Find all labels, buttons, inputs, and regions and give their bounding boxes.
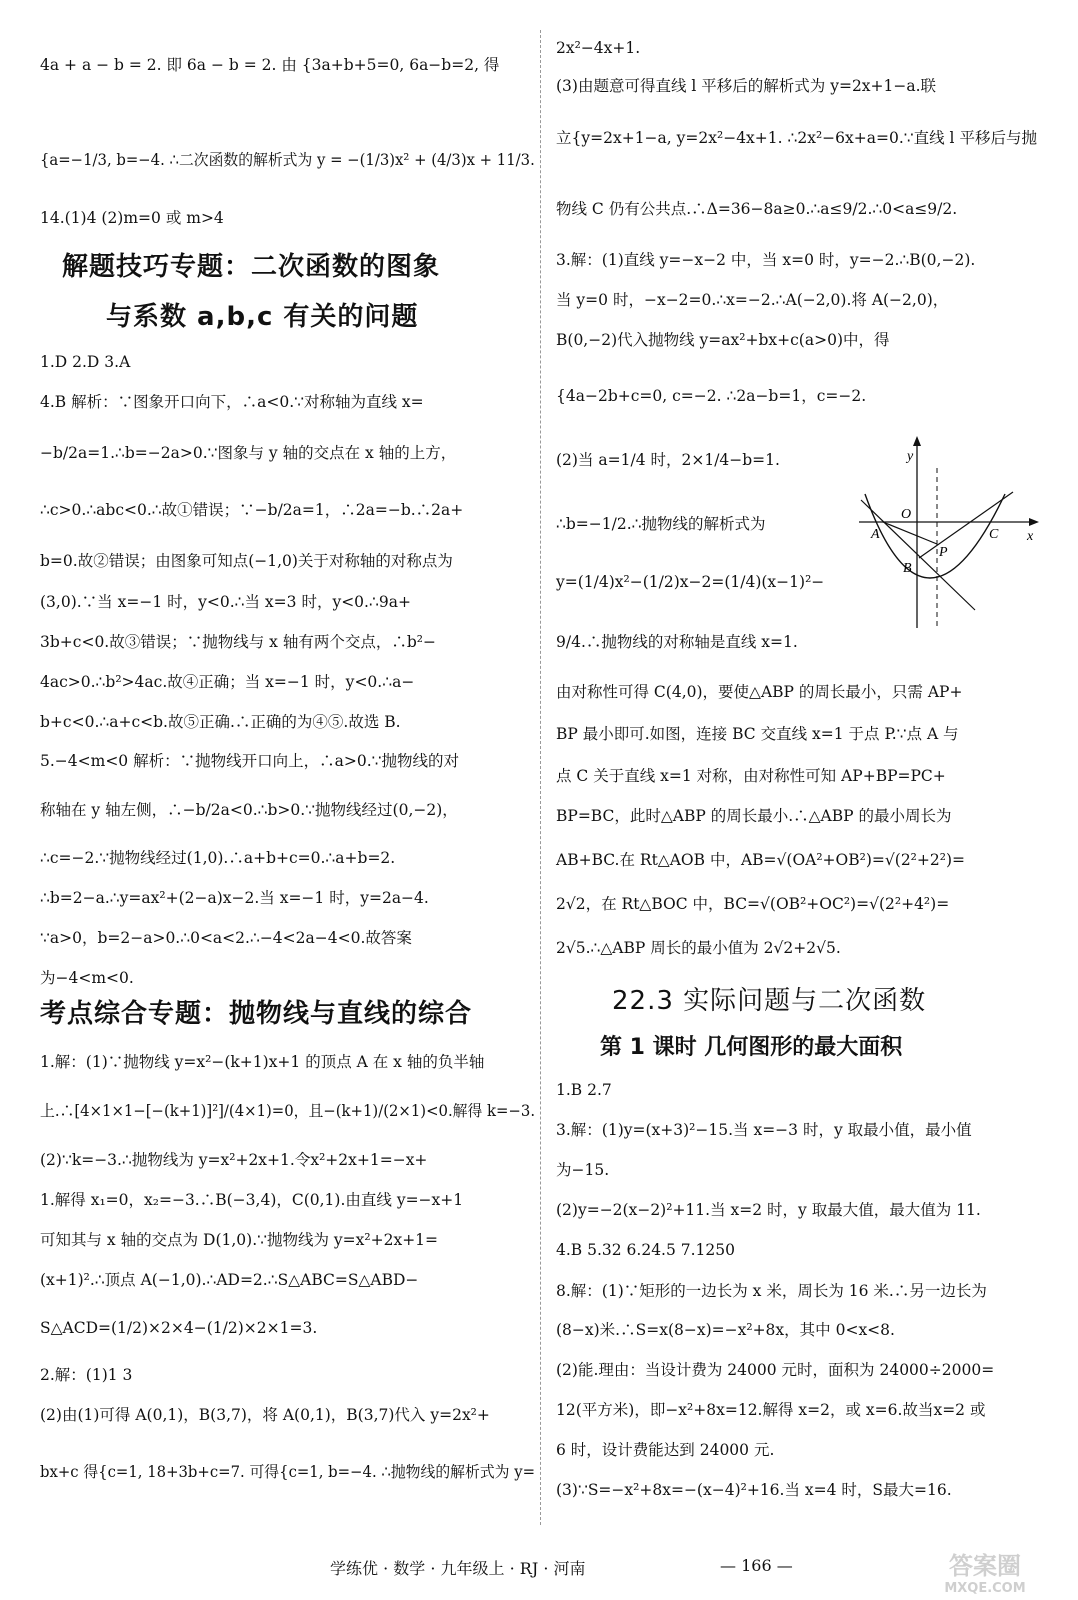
text-line: BP=BC，此时△ABP 的周长最小.∴△ABP 的最小周长为 — [556, 807, 952, 825]
y-axis-label: y — [907, 449, 914, 464]
text-line: (x+1)².∴顶点 A(−1,0).∴AD=2.∴S△ABC=S△ABD− — [40, 1271, 419, 1289]
text-line: 3b+c<0.故③错误；∵抛物线与 x 轴有两个交点，∴b²− — [40, 633, 436, 651]
text-line: 4.B 解析：∵图象开口向下，∴a<0.∵对称轴为直线 x= — [40, 393, 424, 411]
text-line: B(0,−2)代入抛物线 y=ax²+bx+c(a>0)中，得 — [556, 331, 890, 349]
text-line: 2x²−4x+1. — [556, 39, 641, 57]
text-line: 当 y=0 时，−x−2=0.∴x=−2.∴A(−2,0).将 A(−2,0)， — [556, 291, 949, 309]
text-line: 点 C 关于直线 x=1 对称，由对称性可知 AP+BP=PC+ — [556, 767, 946, 785]
text-line: 称轴在 y 轴左侧，∴−b/2a<0.∴b>0.∵抛物线经过(0,−2)， — [40, 801, 458, 819]
section-title-skills-sub: 与系数 a,b,c 有关的问题 — [106, 302, 419, 332]
text-line: 2.解：(1)1 3 — [40, 1366, 133, 1384]
text-line: 1.D 2.D 3.A — [40, 353, 131, 371]
text-line: (2)∵k=−3.∴抛物线为 y=x²+2x+1.令x²+2x+1=−x+ — [40, 1151, 428, 1169]
x-axis-arrow — [1029, 518, 1039, 526]
origin-label: O — [901, 507, 912, 522]
text-line: −b/2a=1.∴b=−2a>0.∵图象与 y 轴的交点在 x 轴的上方， — [40, 444, 457, 462]
y-axis-arrow — [913, 436, 921, 446]
text-line: (3,0).∵当 x=−1 时，y<0.∴当 x=3 时，y<0.∴9a+ — [40, 593, 411, 611]
text-line: 3.解：(1)直线 y=−x−2 中，当 x=0 时，y=−2.∴B(0,−2). — [556, 251, 976, 269]
watermark-top-text: 答案圈 — [949, 1552, 1021, 1580]
text-line: b+c<0.∴a+c<b.故⑤正确.∴正确的为④⑤.故选 B. — [40, 713, 401, 731]
text-line: 上.∴[4×1×1−[−(k+1)]²]/(4×1)=0，且−(k+1)/(2×1)<0.解得 k=−3. — [40, 1102, 536, 1120]
lesson-title: 第 1 课时 几何图形的最大面积 — [600, 1035, 903, 1060]
text-line: (3)∵S=−x²+8x=−(x−4)²+16.当 x=4 时，S最大=16. — [556, 1481, 952, 1499]
text-line: ∴c>0.∴abc<0.∴故①错误；∵−b/2a=1，∴2a=−b.∴2a+ — [40, 501, 464, 519]
text-line: 8.解：(1)∵矩形的一边长为 x 米，周长为 16 米.∴另一边长为 — [556, 1282, 987, 1300]
x-axis-label: x — [1027, 529, 1034, 544]
text-line: 为−15. — [556, 1161, 610, 1179]
watermark-logo — [905, 1548, 1065, 1596]
footer-book-info: 学练优 · 数学 · 九年级上 · RJ · 河南 — [330, 1559, 586, 1578]
text-line: ∴b=−1/2.∴抛物线的解析式为 — [556, 515, 766, 533]
text-line: 3.解：(1)y=(x+3)²−15.当 x=−3 时，y 取最小值，最小值 — [556, 1121, 972, 1139]
point-c-label: C — [989, 527, 999, 542]
text-line: (3)由题意可得直线 l 平移后的解析式为 y=2x+1−a.联 — [556, 77, 937, 95]
text-line: AB+BC.在 Rt△AOB 中，AB=√(OA²+OB²)=√(2²+2²)= — [556, 851, 965, 869]
text-line: 9/4.∴抛物线的对称轴是直线 x=1. — [556, 633, 798, 651]
text-line: 物线 C 仍有公共点.∴Δ=36−8a≥0.∴a≤9/2.∴0<a≤9/2. — [556, 200, 958, 218]
text-line: (2)当 a=1/4 时，2×1/4−b=1. — [556, 451, 780, 469]
text-line: BP 最小即可.如图，连接 BC 交直线 x=1 于点 P.∵点 A 与 — [556, 725, 959, 743]
text-line: 2√2，在 Rt△BOC 中，BC=√(OB²+OC²)=√(2²+4²)= — [556, 895, 950, 913]
text-line: (2)能.理由：当设计费为 24000 元时，面积为 24000÷2000= — [556, 1361, 995, 1379]
point-a-label: A — [871, 527, 880, 542]
text-line: (8−x)米.∴S=x(8−x)=−x²+8x，其中 0<x<8. — [556, 1321, 895, 1339]
text-line: {a=−1/3, b=−4. ∴二次函数的解析式为 y = −(1/3)x² + (4/3)x + 11/3. — [40, 151, 535, 169]
point-p-label: P — [939, 545, 948, 560]
line-ab — [861, 500, 975, 610]
text-line: (2)由(1)可得 A(0,1)，B(3,7)，将 A(0,1)，B(3,7)代入 y=2x²+ — [40, 1406, 490, 1424]
text-line: 1.解：(1)∵抛物线 y=x²−(k+1)x+1 的顶点 A 在 x 轴的负半轴 — [40, 1053, 485, 1071]
text-line: ∵a>0，b=2−a>0.∴0<a<2.∴−4<2a−4<0.故答案 — [40, 929, 412, 947]
text-line: ∴b=2−a.∴y=ax²+(2−a)x−2.当 x=−1 时，y=2a−4. — [40, 889, 429, 907]
text-line: 6 时，设计费能达到 24000 元. — [556, 1441, 775, 1459]
point-b-label: B — [903, 561, 912, 576]
text-line: S△ACD=(1/2)×2×4−(1/2)×2×1=3. — [40, 1319, 318, 1337]
text-line: 1.B 2.7 — [556, 1081, 612, 1099]
parabola-curve — [865, 494, 1005, 578]
text-line: 1.解得 x₁=0，x₂=−3.∴B(−3,4)，C(0,1).由直线 y=−x+1 — [40, 1191, 464, 1209]
text-line: 立{y=2x+1−a, y=2x²−4x+1. ∴2x²−6x+a=0.∵直线 l 平移后与抛 — [556, 129, 1037, 147]
watermark-bottom-text: MXQE.COM — [944, 1581, 1026, 1596]
text-line: 由对称性可得 C(4,0)，要使△ABP 的周长最小，只需 AP+ — [556, 683, 963, 701]
text-line: b=0.故②错误；由图象可知点(−1,0)关于对称轴的对称点为 — [40, 552, 453, 570]
section-title-comprehensive: 考点综合专题：抛物线与直线的综合 — [40, 999, 473, 1029]
text-line: 4ac>0.∴b²>4ac.故④正确；当 x=−1 时，y<0.∴a− — [40, 673, 415, 691]
text-line: (2)y=−2(x−2)²+11.当 x=2 时，y 取最大值，最大值为 11. — [556, 1201, 981, 1219]
text-line: 12(平方米)，即−x²+8x=12.解得 x=2，或 x=6.故当x=2 或 — [556, 1401, 986, 1419]
text-line: 可知其与 x 轴的交点为 D(1,0).∵抛物线为 y=x²+2x+1= — [40, 1231, 439, 1249]
section-title-22-3: 22.3 实际问题与二次函数 — [612, 986, 927, 1016]
text-line: 4.B 5.32 6.24.5 7.1250 — [556, 1241, 736, 1259]
text-line: 4a + a − b = 2. 即 6a − b = 2. 由 {3a+b+5=0, 6a−b=2, 得 — [40, 56, 500, 74]
parabola-figure — [855, 432, 1045, 630]
section-title-skills: 解题技巧专题：二次函数的图象 — [62, 252, 441, 282]
text-line: bx+c 得{c=1, 18+3b+c=7. 可得{c=1, b=−4. ∴抛物线的解析式为 y= — [40, 1463, 536, 1481]
text-line: 为−4<m<0. — [40, 969, 134, 987]
text-line: 5.−4<m<0 解析：∵抛物线开口向上，∴a>0.∵抛物线的对 — [40, 752, 459, 770]
line-ap — [883, 522, 937, 544]
text-line: ∴c=−2.∵抛物线经过(1,0).∴a+b+c=0.∴a+b=2. — [40, 849, 396, 867]
text-line: 2√5.∴△ABP 周长的最小值为 2√2+2√5. — [556, 939, 841, 957]
column-divider — [540, 30, 541, 1525]
text-line: 14.(1)4 (2)m=0 或 m>4 — [40, 209, 224, 227]
footer-page-number: — 166 — — [720, 1556, 793, 1575]
line-bc — [919, 492, 1013, 558]
text-line: {4a−2b+c=0, c=−2. ∴2a−b=1，c=−2. — [556, 387, 867, 405]
text-line: y=(1/4)x²−(1/2)x−2=(1/4)(x−1)²− — [556, 573, 825, 591]
